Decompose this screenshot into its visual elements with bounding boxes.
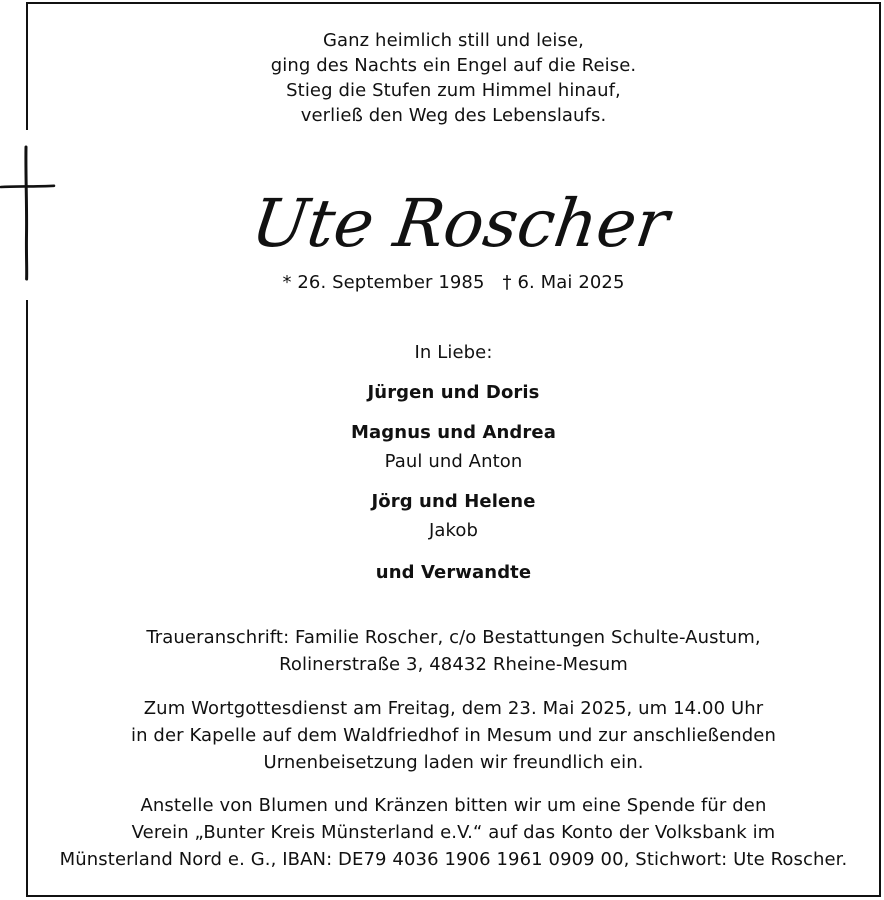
- mourner-relatives: und Verwandte: [375, 562, 532, 583]
- death-date: † 6. Mai 2025: [502, 272, 625, 293]
- life-dates: [26, 270, 881, 295]
- birth-date: * 26. September 1985: [282, 272, 485, 293]
- donation-line: Verein „Bunter Kreis Münsterland e.V.“ auf das Konto der Volksbank im: [131, 822, 776, 843]
- mourner-children: Paul und Anton: [384, 451, 523, 472]
- service-line: Urnenbeisetzung laden wir freundlich ein.: [263, 752, 644, 773]
- donation-info: [26, 792, 881, 873]
- address-line: Traueranschrift: Familie Roscher, c/o Bestattungen Schulte-Austum,: [146, 627, 761, 648]
- service-line: Zum Wortgottesdienst am Freitag, dem 23. Mai 2025, um 14.00 Uhr: [143, 698, 764, 719]
- poem-line: ging des Nachts ein Engel auf die Reise.: [270, 55, 637, 76]
- poem-line: Stieg die Stufen zum Himmel hinauf,: [286, 80, 621, 101]
- donation-line: Münsterland Nord e. G., IBAN: DE79 4036 1906 1961 0909 00, Stichwort: Ute Roscher.: [59, 849, 848, 870]
- service-line: in der Kapelle auf dem Waldfriedhof in Mesum und zur anschließenden: [131, 725, 776, 746]
- in-liebe-label: In Liebe:: [414, 342, 493, 363]
- mourner-children: Jakob: [428, 520, 479, 541]
- poem: [26, 28, 881, 128]
- mourner-family: Jürgen und Doris: [367, 382, 540, 403]
- poem-line: Ganz heimlich still und leise,: [323, 30, 584, 51]
- mourning-address: [26, 624, 881, 678]
- poem-line: verließ den Weg des Lebenslaufs.: [300, 105, 607, 126]
- address-line: Rolinerstraße 3, 48432 Rheine-Mesum: [279, 654, 628, 675]
- mourner-family: Magnus und Andrea: [351, 422, 556, 443]
- deceased-name: [26, 168, 881, 268]
- mourner-family: Jörg und Helene: [371, 491, 536, 512]
- deceased-name-text: Ute Roscher: [247, 184, 674, 262]
- service-info: [26, 695, 881, 776]
- donation-line: Anstelle von Blumen und Kränzen bitten wir um eine Spende für den: [140, 795, 767, 816]
